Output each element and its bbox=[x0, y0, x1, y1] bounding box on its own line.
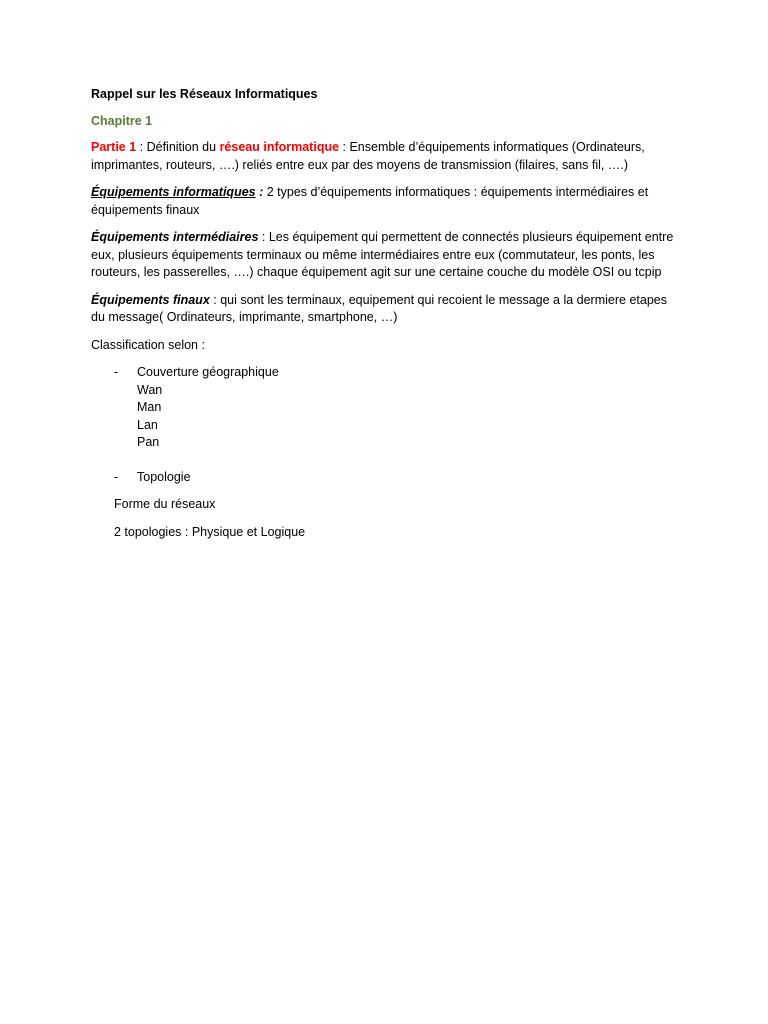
chapter-heading: Chapitre 1 bbox=[91, 113, 153, 128]
equipements-informatiques-text: 2 types d’équipements informatiques : équipements intermédiaires et équipements finaux bbox=[91, 185, 649, 217]
part-label: Partie 1 bbox=[91, 140, 137, 154]
equipements-intermediaires-term: Équipements intermédiaires bbox=[91, 230, 259, 244]
paragraph-equipements-intermediaires bbox=[91, 229, 681, 282]
paragraph-equipements-informatiques bbox=[91, 184, 681, 219]
paragraph-equipements-finaux bbox=[91, 292, 681, 327]
equipements-intermediaires-text: : Les équipement qui permettent de connectés plusieurs équipement entre eux, plusieurs équipements terminaux ou même intermédiaires entre eux (commutateur, les ponts, les routeurs, les passerelles, ….) chaque équipement agit sur une certaine couche du modèle OSI ou tcpip bbox=[91, 230, 674, 279]
list-item-label: Topologie bbox=[137, 469, 191, 484]
blank-line bbox=[91, 452, 681, 469]
paragraph-definition bbox=[91, 139, 681, 174]
sub-item-man: Man bbox=[137, 400, 162, 414]
bullet-dash: - bbox=[114, 365, 119, 379]
topologies-text: 2 topologies : Physique et Logique bbox=[114, 524, 306, 539]
definition-term: réseau informatique bbox=[219, 140, 340, 154]
bullet-dash: - bbox=[114, 469, 119, 484]
forme-text: Forme du réseaux bbox=[114, 497, 216, 511]
bullet-list bbox=[91, 364, 681, 486]
sub-item-wan: Wan bbox=[137, 382, 163, 397]
list-item-couverture bbox=[91, 364, 681, 452]
list-item-topologie bbox=[91, 469, 681, 487]
definition-separator: : Définition du bbox=[136, 140, 220, 154]
equipements-finaux-text: : qui sont les terminaux, equipement qui recoient le message a la dermiere etapes du message( Ordinateurs, imprimante, smartphone, …) bbox=[91, 292, 667, 324]
equipements-informatiques-term: Équipements informatiques bbox=[91, 185, 256, 199]
classification-label: Classification selon : bbox=[91, 337, 205, 352]
list-item-label: Couverture géographique bbox=[137, 365, 279, 379]
document-body bbox=[91, 86, 681, 551]
document-title: Rappel sur les Réseaux Informatiques bbox=[91, 87, 318, 101]
definition-text: : Ensemble d’équipements informatiques (Ordinateurs, imprimantes, routeurs, ….) reliés entre eux par des moyens de transmission (filaires, sans fil, ….) bbox=[91, 140, 645, 172]
equipements-informatiques-colon: : bbox=[255, 185, 264, 199]
sub-item-pan: Pan bbox=[137, 435, 160, 449]
equipements-finaux-term: Équipements finaux bbox=[91, 292, 210, 307]
sub-item-lan: Lan bbox=[137, 417, 158, 432]
